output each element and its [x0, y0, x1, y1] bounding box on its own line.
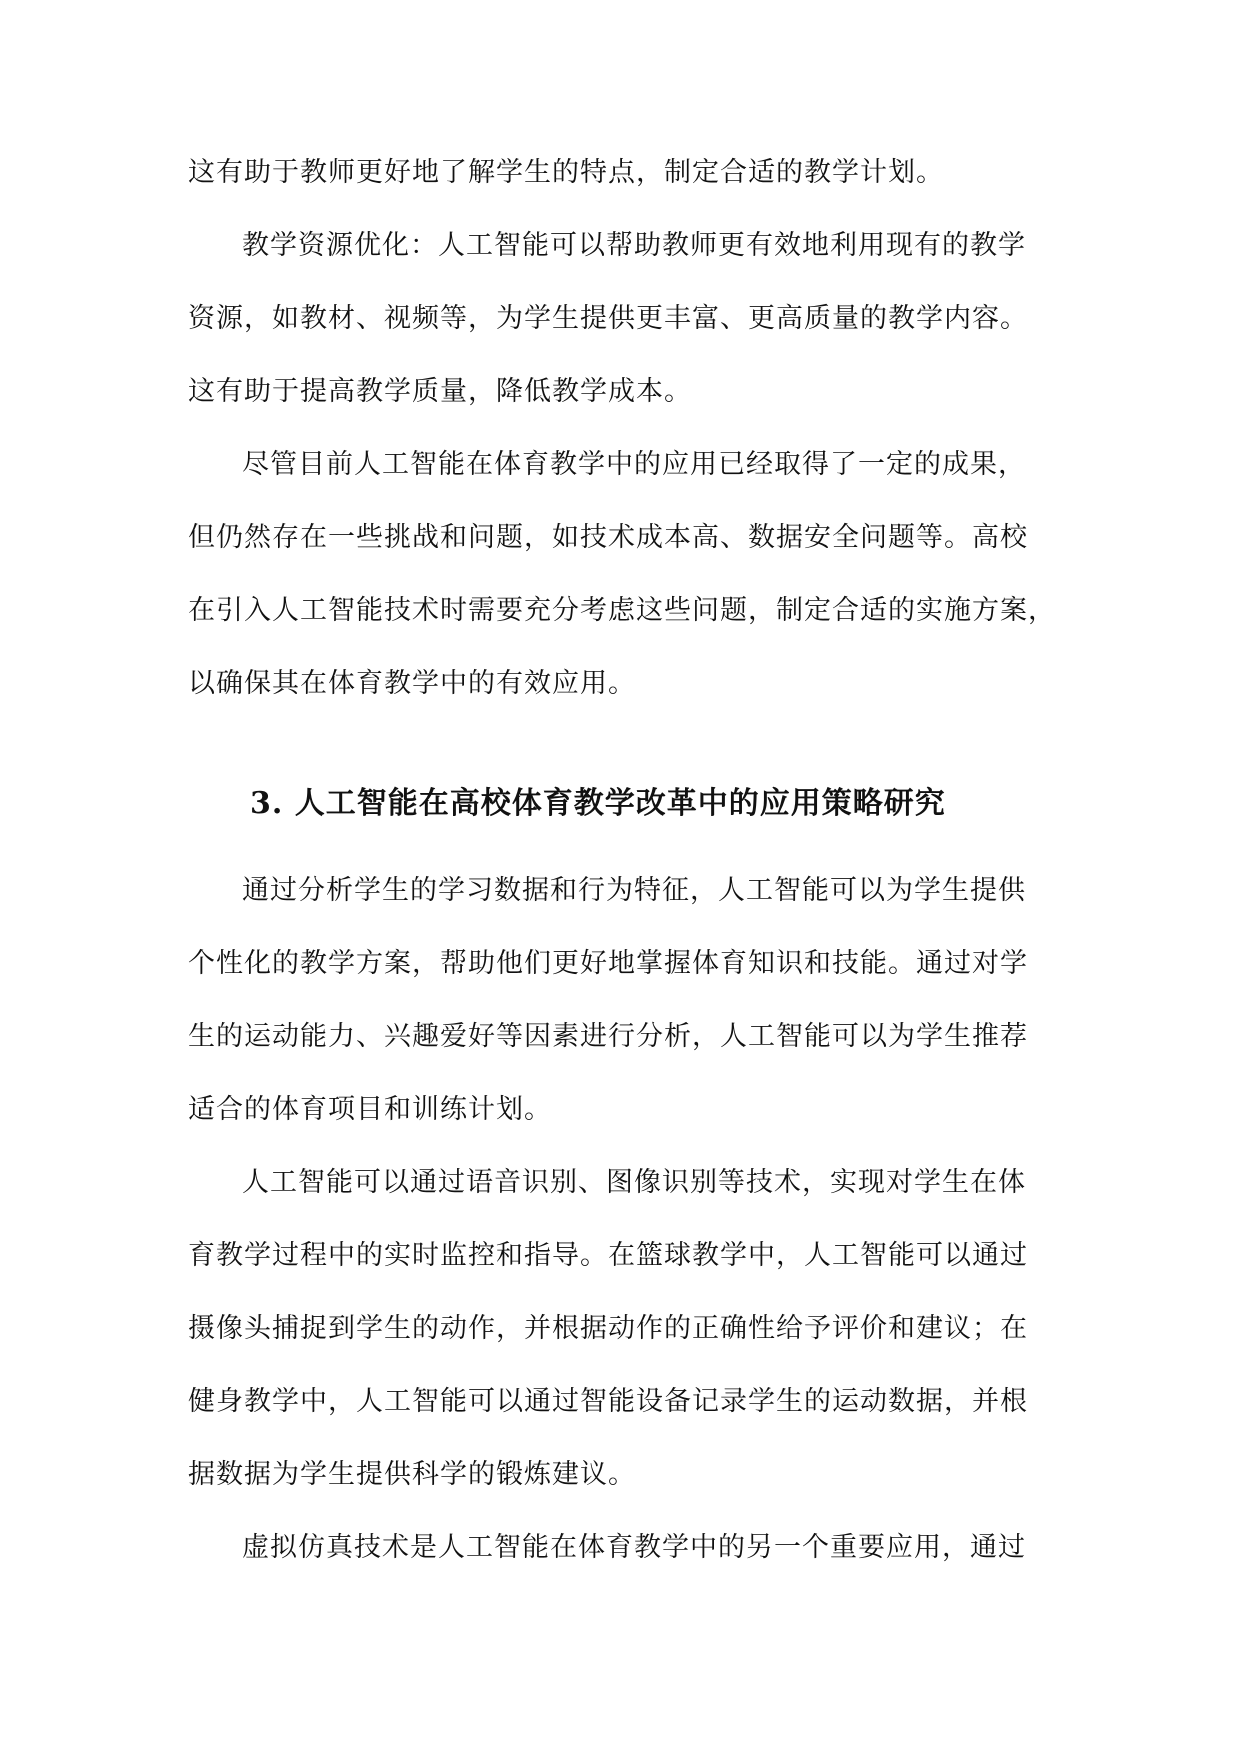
- text-line: 这有助于提高教学质量，降低教学成本。: [188, 376, 692, 407]
- text-line: 生的运动能力、兴趣爱好等因素进行分析，人工智能可以为学生推荐: [188, 1021, 1028, 1052]
- text-line: 教学资源优化：人工智能可以帮助教师更有效地利用现有的教学: [242, 230, 1026, 261]
- text-line: 个性化的教学方案，帮助他们更好地掌握体育知识和技能。通过对学: [188, 948, 1028, 979]
- text-line: 虚拟仿真技术是人工智能在体育教学中的另一个重要应用，通过: [242, 1532, 1026, 1563]
- text-line: 育教学过程中的实时监控和指导。在篮球教学中，人工智能可以通过: [188, 1240, 1028, 1271]
- section-heading: 3. 人工智能在高校体育教学改革中的应用策略研究: [250, 786, 946, 821]
- text-line: 但仍然存在一些挑战和问题，如技术成本高、数据安全问题等。高校: [188, 522, 1028, 553]
- text-line: 在引入人工智能技术时需要充分考虑这些问题，制定合适的实施方案，: [188, 595, 1056, 626]
- text-line: 以确保其在体育教学中的有效应用。: [188, 668, 636, 699]
- text-line: 人工智能可以通过语音识别、图像识别等技术，实现对学生在体: [242, 1167, 1026, 1198]
- text-line: 健身教学中，人工智能可以通过智能设备记录学生的运动数据，并根: [188, 1386, 1028, 1417]
- text-line: 摄像头捕捉到学生的动作，并根据动作的正确性给予评价和建议；在: [188, 1313, 1028, 1344]
- text-line: 这有助于教师更好地了解学生的特点，制定合适的教学计划。: [188, 157, 944, 188]
- text-line: 据数据为学生提供科学的锻炼建议。: [188, 1459, 636, 1490]
- text-line: 通过分析学生的学习数据和行为特征，人工智能可以为学生提供: [242, 875, 1026, 906]
- text-line: 适合的体育项目和训练计划。: [188, 1094, 552, 1125]
- text-line: 尽管目前人工智能在体育教学中的应用已经取得了一定的成果，: [242, 449, 1026, 480]
- text-line: 资源，如教材、视频等，为学生提供更丰富、更高质量的教学内容。: [188, 303, 1028, 334]
